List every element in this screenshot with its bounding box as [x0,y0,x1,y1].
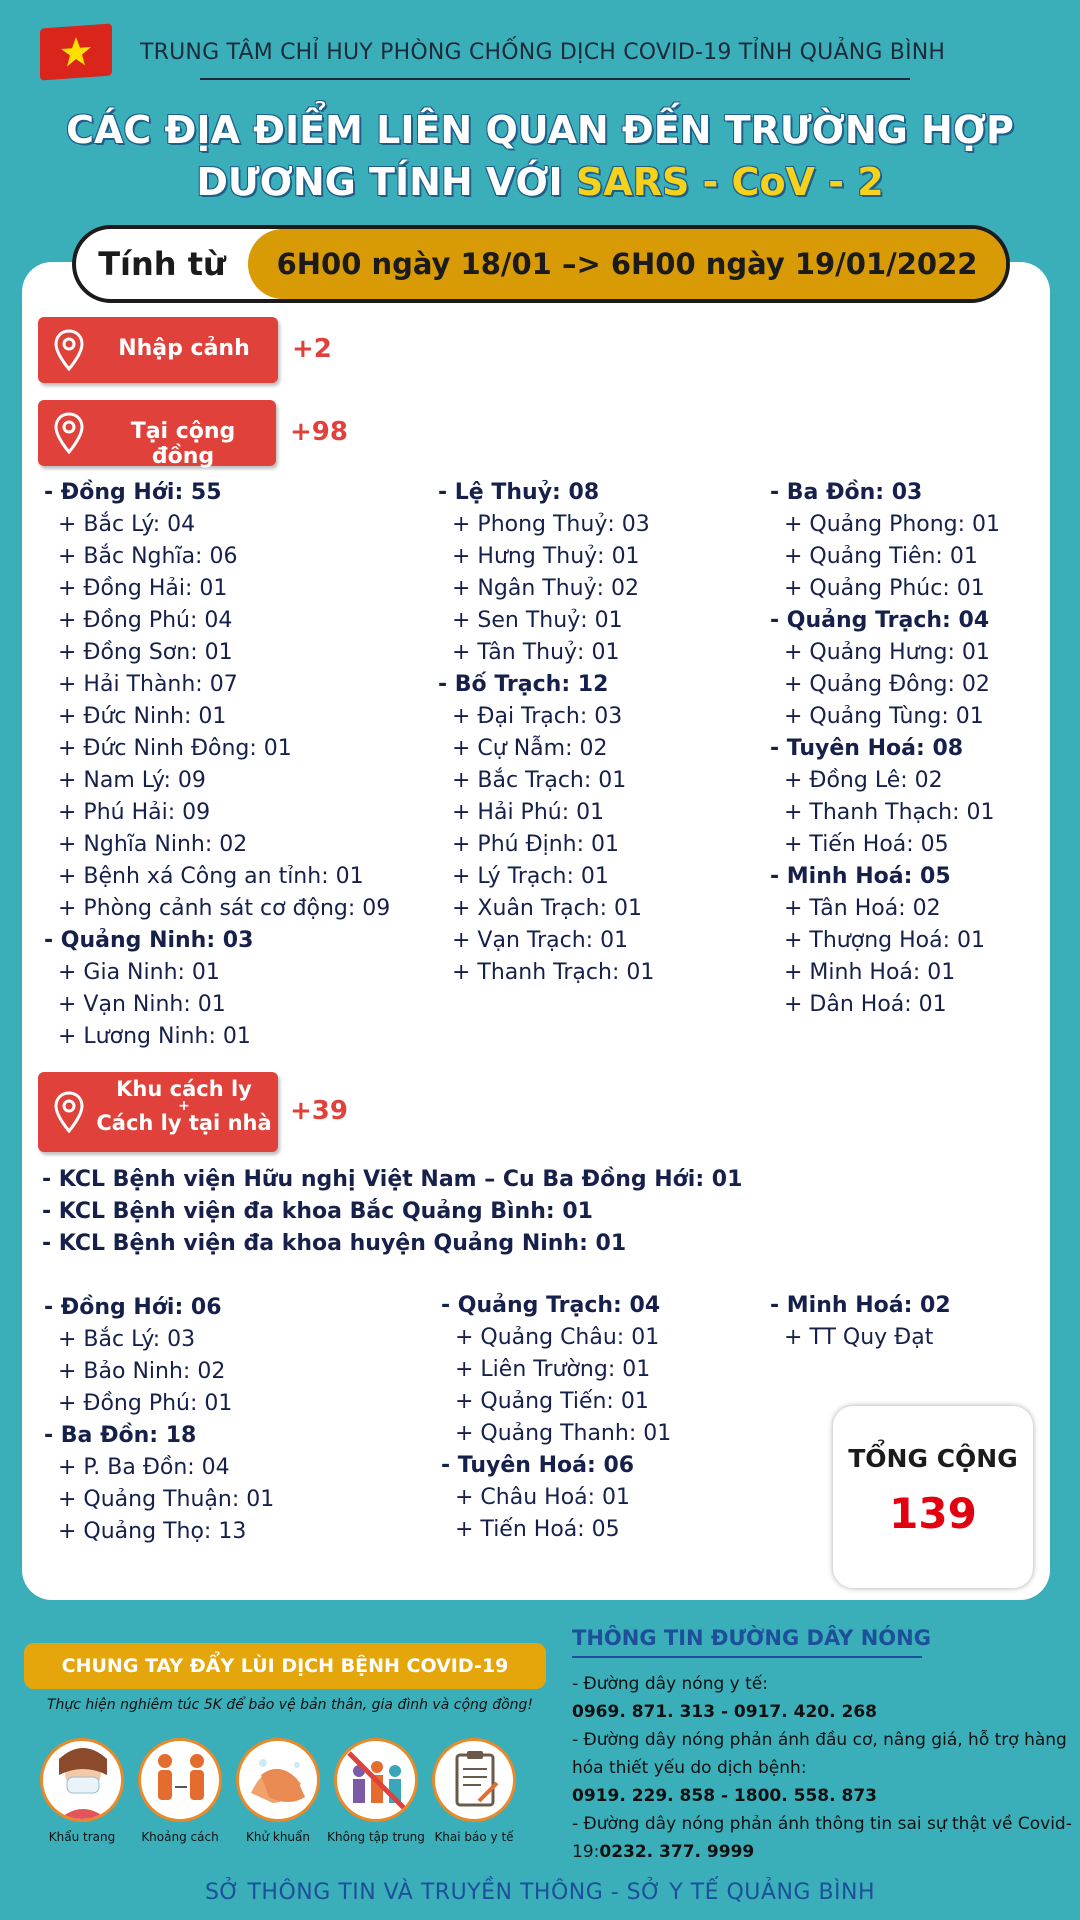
tag-community [38,400,276,469]
health-declaration-icon [432,1738,516,1822]
ward-item: + Bắc Lý: 03 [58,1327,196,1352]
ward-item: + Thượng Hoá: 01 [784,928,985,953]
distancing-icon [138,1738,222,1822]
title-line-2 [0,160,1080,204]
date-range-pill [72,225,1010,303]
ward-item: + Đức Ninh: 01 [58,704,227,729]
footer-agencies: SỞ THÔNG TIN VÀ TRUYỀN THÔNG - SỞ Y TẾ QUẢNG BÌNH [204,1880,876,1905]
ward-item: + Lương Ninh: 01 [58,1024,251,1049]
ward-item: + Dân Hoá: 01 [784,992,947,1017]
ward-item: + Thanh Trạch: 01 [452,960,655,985]
kcl-item: - KCL Bệnh viện Hữu nghị Việt Nam – Cu Ba Đồng Hới: 01 [42,1167,743,1192]
tag-entry [38,317,278,383]
district-heading: - Minh Hoá: 05 [770,864,951,889]
district-heading: - Bố Trạch: 12 [438,672,609,697]
no-gathering-icon [334,1738,418,1822]
ward-item: + Đại Trạch: 03 [452,704,623,729]
hotline-1-label: - Đường dây nóng y tế: [572,1674,768,1694]
location-pin-icon [54,412,84,454]
icon-caption: Khoảng cách [141,1830,219,1844]
district-heading: - Ba Đồn: 18 [44,1423,197,1448]
icon-caption: Khai báo y tế [434,1830,514,1844]
district-heading: - Ba Đồn: 03 [770,480,923,505]
ward-item: + Đồng Lê: 02 [784,768,943,793]
ward-item: + Lý Trạch: 01 [452,864,609,889]
ward-item: + Sen Thuỷ: 01 [452,608,623,633]
ward-item: + Vạn Trạch: 01 [452,928,629,953]
entry-count: +2 [292,334,332,364]
ward-item: + Quảng Hưng: 01 [784,640,990,665]
ward-item: + Tân Thuỷ: 01 [452,640,620,665]
tag-isolation [38,1072,278,1152]
isolation-column-1 [44,1292,434,1548]
ward-item: + Hưng Thuỷ: 01 [452,544,640,569]
date-range: 6H00 ngày 18/01 –> 6H00 ngày 19/01/2022 [248,229,1006,299]
location-pin-icon [54,1091,84,1133]
ward-item: + Thanh Thạch: 01 [784,800,995,825]
organization-name: TRUNG TÂM CHỈ HUY PHÒNG CHỐNG DỊCH COVID-19 TỈNH QUẢNG BÌNH [140,40,946,65]
community-count: +98 [290,417,348,447]
tag-community-label: Tại cộng đồng [130,419,236,469]
icon-caption: Khử khuẩn [245,1830,310,1844]
district-heading: - Lệ Thuỷ: 08 [438,480,600,505]
hand-wash-icon [236,1738,320,1822]
ward-item: + Ngân Thuỷ: 02 [452,576,640,601]
ward-item: + Đồng Phú: 01 [58,1391,233,1416]
tag-isolation-label [96,1077,272,1135]
kcl-item: - KCL Bệnh viện đa khoa Bắc Quảng Bình: 01 [42,1199,593,1224]
district-heading: - Đồng Hới: 55 [44,480,222,505]
ward-item: + Quảng Tiến: 01 [455,1389,649,1414]
ward-item: + Đồng Sơn: 01 [58,640,233,665]
total-box [833,1406,1033,1588]
campaign-banner: CHUNG TAY ĐẨY LÙI DỊCH BỆNH COVID-19 [24,1643,546,1689]
hotline-3 [572,1810,1072,1866]
ward-item: + Nghĩa Ninh: 02 [58,832,248,857]
ward-item: + Bảo Ninh: 02 [58,1359,226,1384]
ward-item: + Quảng Tiên: 01 [784,544,978,569]
ward-item: + Quảng Đông: 02 [784,672,990,697]
ward-item: + Tân Hoá: 02 [784,896,941,921]
star-icon [60,35,92,69]
ward-item: + Quảng Phong: 01 [784,512,1001,537]
isolation-facilities [42,1164,742,1260]
district-heading: - Minh Hoá: 02 [770,1293,951,1318]
district-heading: - Quảng Ninh: 03 [44,928,254,953]
total-value: 139 [889,1489,977,1538]
district-heading: - Quảng Trạch: 04 [441,1293,661,1318]
ward-item: + P. Ba Đồn: 04 [58,1455,230,1480]
ward-item: + Nam Lý: 09 [58,768,206,793]
ward-item: + Bắc Lý: 04 [58,512,196,537]
title-line-1: CÁC ĐỊA ĐIỂM LIÊN QUAN ĐẾN TRƯỜNG HỢP [66,108,1014,152]
tag-entry-label: Nhập cảnh [118,336,250,361]
district-heading: - Tuyên Hoá: 06 [441,1453,635,1478]
ward-item: + TT Quy Đạt [784,1325,934,1350]
ward-item: + Quảng Thọ: 13 [58,1519,247,1544]
ward-item: + Quảng Châu: 01 [455,1325,660,1350]
date-label: Tính từ [98,245,226,283]
ward-item: + Phú Định: 01 [452,832,620,857]
ward-item: + Châu Hoá: 01 [455,1485,631,1510]
ward-item: + Vạn Ninh: 01 [58,992,226,1017]
ward-item: + Hải Phú: 01 [452,800,605,825]
ward-item: + Đồng Hải: 01 [58,576,228,601]
community-column-1 [44,477,434,1053]
face-mask-icon [40,1738,124,1822]
hotline-3-label: - Đường dây nóng phản ánh thông tin sai sự thật về Covid-19: [572,1814,1072,1862]
ward-item: + Hải Thành: 07 [58,672,238,697]
ward-item: + Phong Thuỷ: 03 [452,512,650,537]
title-virus-name: SARS - CoV - 2 [575,160,884,204]
isolation-count: +39 [290,1096,348,1126]
kcl-item: - KCL Bệnh viện đa khoa huyện Quảng Ninh: 01 [42,1231,627,1256]
title-prefix: DƯƠNG TÍNH VỚI [196,160,576,204]
vietnam-flag [40,23,112,80]
hotline-title: THÔNG TIN ĐƯỜNG DÂY NÓNG [572,1626,931,1650]
location-pin-icon [54,329,84,371]
community-column-3 [770,477,1040,1021]
ward-item: + Bắc Nghĩa: 06 [58,544,238,569]
isolation-label-line2: Cách ly tại nhà [96,1111,272,1135]
ward-item: + Quảng Thanh: 01 [455,1421,672,1446]
hotline-1-numbers: 0969. 871. 313 - 0917. 420. 268 [572,1702,877,1722]
isolation-label-line1: Khu cách ly [116,1077,252,1101]
icon-caption: Khẩu trang [48,1830,116,1844]
ward-item: + Phú Hải: 09 [58,800,211,825]
ward-item: + Đức Ninh Đông: 01 [58,736,292,761]
campaign-slogan: Thực hiện nghiêm túc 5K để bảo vệ bản thân, gia đình và cộng đồng! [46,1697,534,1713]
ward-item: + Quảng Phúc: 01 [784,576,985,601]
ward-item: + Bắc Trạch: 01 [452,768,627,793]
ward-item: + Cự Nẫm: 02 [452,736,608,761]
ward-item: + Minh Hoá: 01 [784,960,956,985]
icon-caption: Không tập trung [327,1830,425,1844]
ward-item: + Gia Ninh: 01 [58,960,220,985]
total-label: TỔNG CỘNG [848,1444,1018,1473]
isolation-column-3 [770,1290,1030,1354]
district-heading: - Đồng Hới: 06 [44,1295,222,1320]
hotline-2-label: - Đường dây nóng phản ánh đầu cơ, nâng giá, hỗ trợ hàng hóa thiết yếu do dịch bệnh: [572,1730,1067,1778]
ward-item: + Tiến Hoá: 05 [455,1517,620,1542]
ward-item: + Tiến Hoá: 05 [784,832,949,857]
ward-item: + Đồng Phú: 04 [58,608,233,633]
isolation-label-plus: + [178,1098,190,1114]
hotline-3-numbers: 0232. 377. 9999 [599,1842,755,1862]
ward-item: + Liên Trường: 01 [455,1357,651,1382]
hotline-divider [572,1656,922,1658]
ward-item: + Quảng Thuận: 01 [58,1487,275,1512]
district-heading: - Tuyên Hoá: 08 [770,736,964,761]
district-heading: - Quảng Trạch: 04 [770,608,990,633]
isolation-column-2 [441,1290,761,1546]
ward-item: + Quảng Tùng: 01 [784,704,984,729]
ward-item: + Bệnh xá Công an tỉnh: 01 [58,864,364,889]
community-column-2 [438,477,758,989]
hotline-info [572,1670,1072,1866]
header-divider [200,78,910,80]
ward-item: + Xuân Trạch: 01 [452,896,643,921]
ward-item: + Phòng cảnh sát cơ động: 09 [58,896,391,921]
hotline-2-numbers: 0919. 229. 858 - 1800. 558. 873 [572,1786,877,1806]
